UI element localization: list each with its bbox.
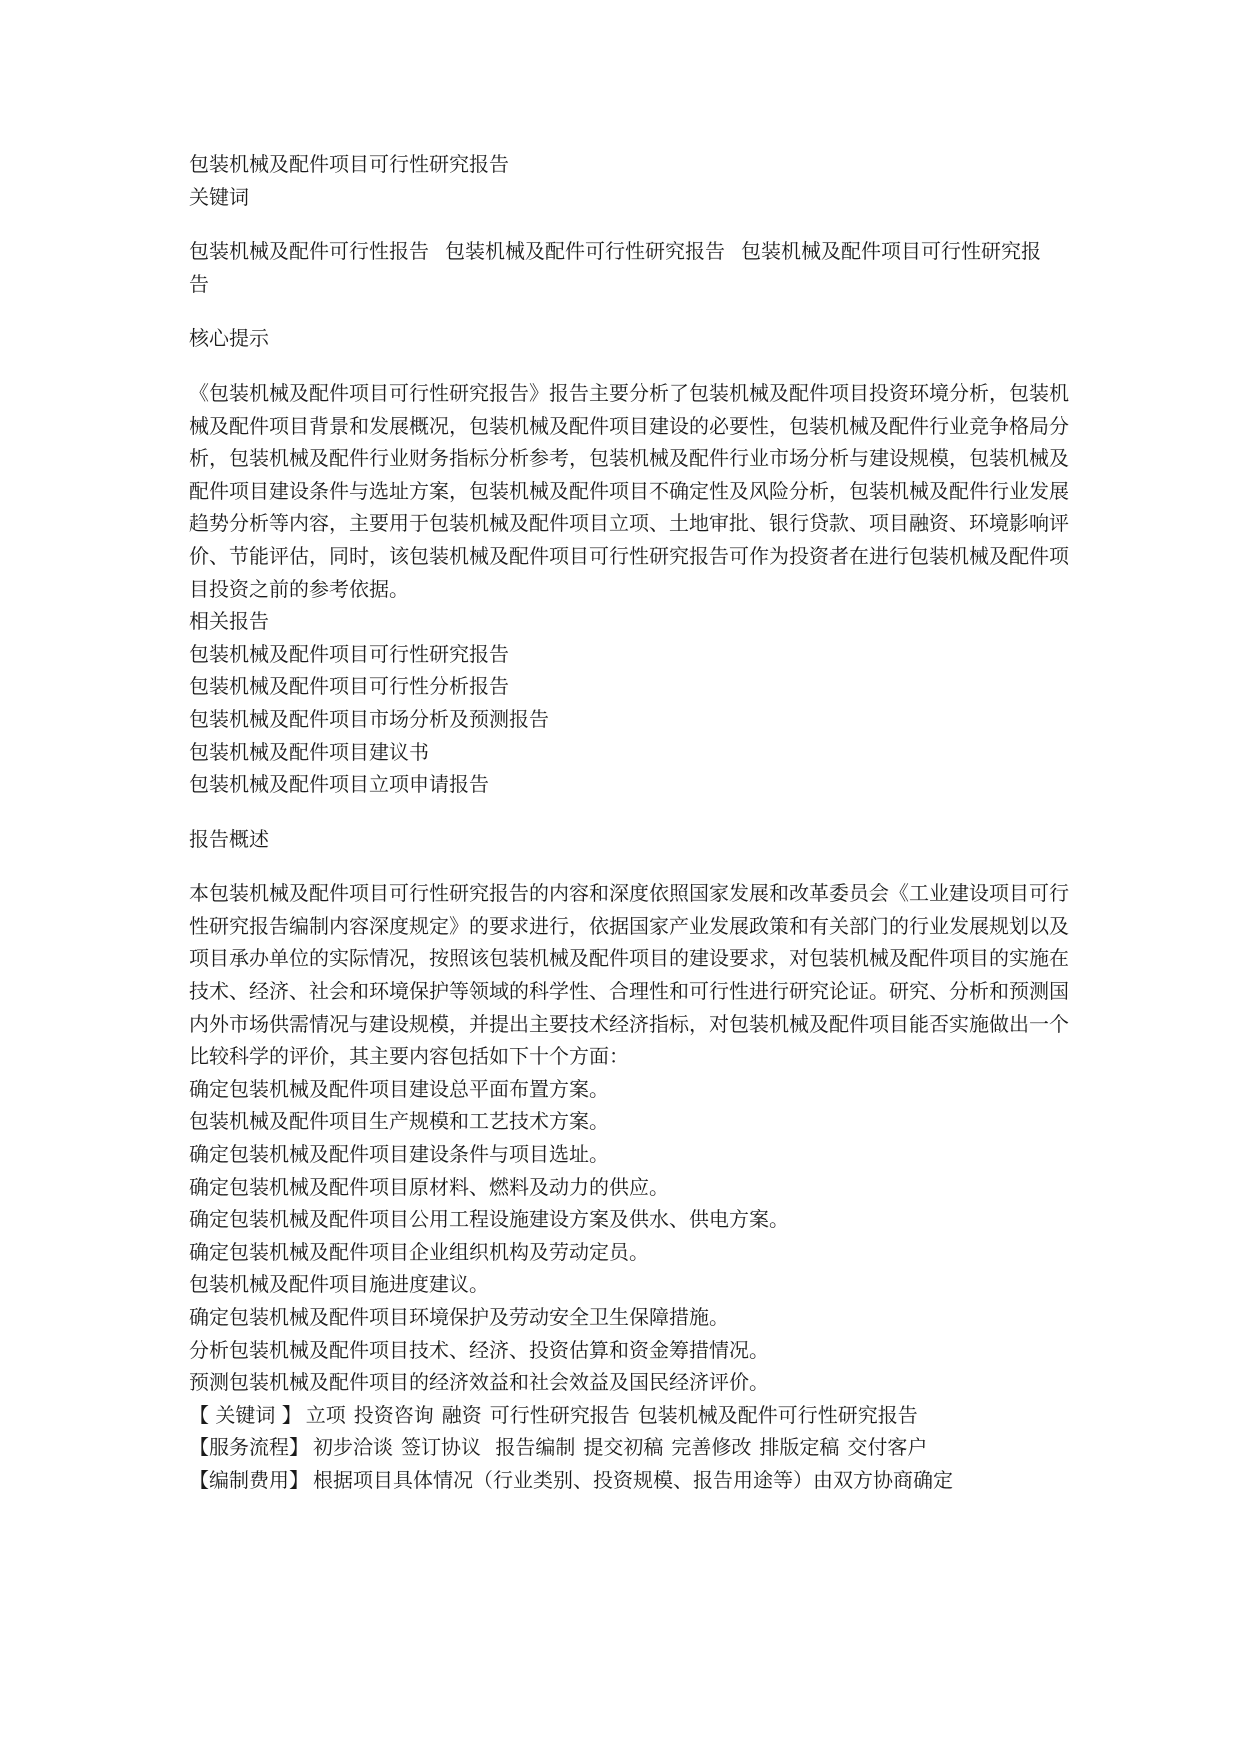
overview-item: 包装机械及配件项目生产规模和工艺技术方案。 [189,1109,609,1134]
overview-item: 确定包装机械及配件项目企业组织机构及劳动定员。 [189,1239,649,1264]
footer-row-value: 包装机械及配件可行性研究报告 [637,1402,918,1427]
related-report-link[interactable]: 包装机械及配件项目市场分析及预测报告 [189,706,549,731]
overview-paragraph: 本包装机械及配件项目可行性研究报告的内容和深度依照国家发展和改革委员会《工业建设项目可行性研究报告编制内容深度规定》的要求进行，依据国家产业发展政策和有关部门的行业发展规划以及项目承办单位的实际情况，按照该包装机械及配件项目的建设要求，对包装机械及配件项目的实施在技术、经济、社会和环境保护等领域的科学性、合理性和可行性进行研究论证。研究、分析和预测国内外市场供需情况与建设规模，并提出主要技术经济指标，对包装机械及配件项目能否实施做出一个比较科学的评价，其主要内容包括如下十个方面： [189,881,1069,1069]
related-heading: 相关报告 [189,609,269,634]
footer-row-value: 初步洽谈 [313,1435,393,1460]
core-heading: 核心提示 [189,326,269,351]
footer-row-value: 签订协议 [401,1435,481,1460]
overview-item: 确定包装机械及配件项目建设条件与项目选址。 [189,1142,609,1167]
keywords-heading: 关键词 [189,184,249,209]
footer-row-value: 立项 [305,1402,346,1427]
footer-row-value: 交付客户 [847,1435,928,1460]
document-title: 包装机械及配件项目可行性研究报告 [189,152,509,176]
footer-row-label: 【 关键词 】 [189,1402,302,1427]
footer-row-label: 【编制费用】 [189,1467,309,1492]
overview-item: 包装机械及配件项目施进度建议。 [189,1272,489,1297]
overview-item: 确定包装机械及配件项目建设总平面布置方案。 [189,1076,609,1101]
core-paragraph: 《包装机械及配件项目可行性研究报告》报告主要分析了包装机械及配件项目投资环境分析，包装机械及配件项目背景和发展概况，包装机械及配件项目建设的必要性，包装机械及配件行业竞争格局分析，包装机械及配件行业财务指标分析参考，包装机械及配件行业市场分析与建设规模，包装机械及配件项目建设条件与选址方案，包装机械及配件项目不确定性及风险分析，包装机械及配件行业发展趋势分析等内容，主要用于包装机械及配件项目立项、土地审批、银行贷款、项目融资、环境影响评价、节能评估，同时，该包装机械及配件项目可行性研究报告可作为投资者在进行包装机械及配件项目投资之前的参考依据。 [189,380,1069,601]
footer-row-value: 提交初稿 [583,1435,664,1460]
keyword-item: 包装机械及配件项目可行性研究报告 [189,239,1041,296]
footer-row-value: 可行性研究报告 [489,1402,630,1427]
keyword-item: 包装机械及配件可行性报告 [189,239,429,264]
footer-row-value: 根据项目具体情况（行业类别、投资规模、报告用途等）由双方协商确定 [313,1467,953,1492]
overview-item: 确定包装机械及配件项目公用工程设施建设方案及供水、供电方案。 [189,1207,789,1232]
footer-row-label: 【服务流程】 [189,1435,309,1460]
footer-row-value: 完善修改 [671,1435,752,1460]
footer-row-value: 报告编制 [489,1435,576,1460]
overview-heading: 报告概述 [189,826,269,851]
overview-item: 确定包装机械及配件项目原材料、燃料及动力的供应。 [189,1174,669,1199]
footer-row-value: 排版定稿 [759,1435,840,1460]
related-report-link[interactable]: 包装机械及配件项目可行性研究报告 [189,641,509,666]
footer-fee-row [189,1464,1069,1497]
overview-item: 预测包装机械及配件项目的经济效益和社会效益及国民经济评价。 [189,1370,769,1395]
document-page [189,148,1069,1497]
related-report-link[interactable]: 包装机械及配件项目立项申请报告 [189,772,489,797]
footer-service-row [189,1431,1069,1464]
related-report-link[interactable]: 包装机械及配件项目建议书 [189,739,429,764]
overview-item: 分析包装机械及配件项目技术、经济、投资估算和资金筹措情况。 [189,1337,769,1362]
footer-row-value: 融资 [441,1402,482,1427]
keyword-item: 包装机械及配件可行性研究报告 [445,239,725,264]
footer-keywords-row [189,1399,1069,1432]
overview-item: 确定包装机械及配件项目环境保护及劳动安全卫生保障措施。 [189,1305,729,1329]
keywords-list [189,235,1069,300]
footer-row-value: 投资咨询 [353,1402,434,1427]
related-report-link[interactable]: 包装机械及配件项目可行性分析报告 [189,674,509,699]
